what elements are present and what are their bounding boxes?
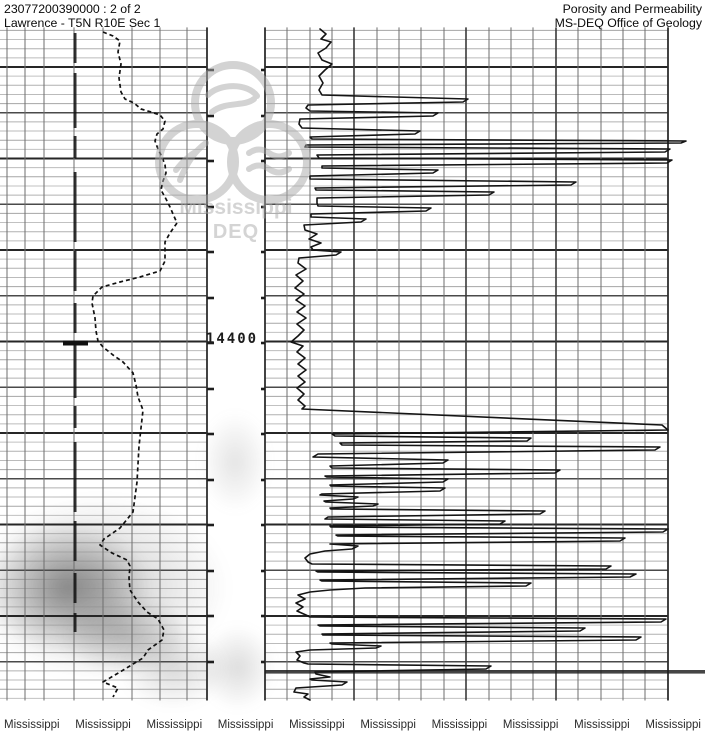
depth-label: 14400 xyxy=(205,331,259,347)
footer-watermark-text: Mississippi xyxy=(75,719,131,731)
log-type-text: Porosity and Permeability xyxy=(562,2,702,16)
footer-watermark-text: Mississippi xyxy=(645,719,701,731)
agency-text: MS-DEQ Office of Geology xyxy=(554,16,702,30)
footer-watermark-text: Mississippi xyxy=(217,719,274,731)
footer-watermark-text: Mississippi xyxy=(502,719,559,731)
watermark-text-deq: DEQ xyxy=(212,221,260,243)
footer-watermark-text: Mississippi xyxy=(360,719,416,731)
footer-watermark-text: Mississippi xyxy=(289,719,345,731)
well-id-text: 23077200390000 : 2 of 2 xyxy=(4,2,141,16)
footer-watermark-text: Mississippi xyxy=(574,719,630,731)
footer-watermark-text: Mississippi xyxy=(146,719,203,731)
footer-watermark-text: Mississippi xyxy=(431,719,488,731)
watermark-text-mississippi: Mississippi xyxy=(179,196,293,219)
well-location-text: Lawrence - T5N R10E Sec 1 xyxy=(4,16,161,30)
footer-watermark-row xyxy=(0,719,705,731)
footer-watermark-text: Mississippi xyxy=(4,719,60,731)
